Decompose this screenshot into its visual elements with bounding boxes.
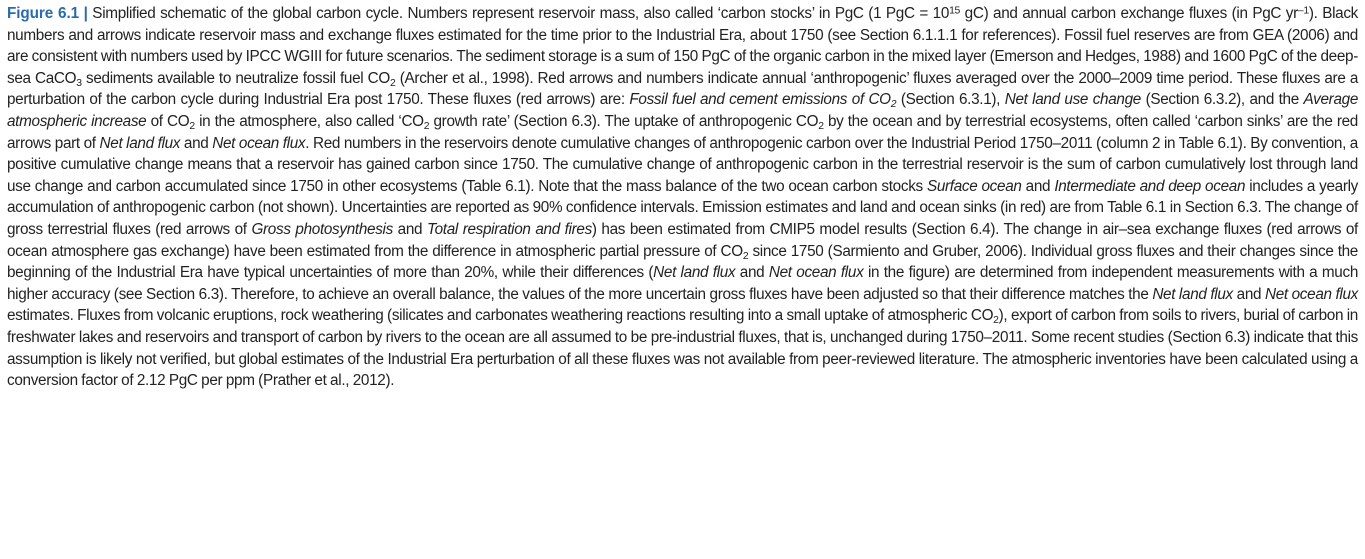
caption-subscript: 3 [76,77,82,89]
caption-subscript: 2 [993,315,999,327]
caption-emphasis-net-land-use-change: Net land use change [1004,91,1141,109]
caption-text: and [1021,177,1055,195]
caption-text: . Red numbers in the reservoirs denote cumulative changes of anthropogenic carbon over the Industrial Period 1750–2011 (column 2 in Table 6.1). By convention, a positive cumulative change means that a reservoir has gained carbon since 1750. The cumulative change of anthropogenic carbon in the terrestrial reservoir is the sum of carbon cumulatively lost through land use change and carbon accumulated since 1750 in other ecosystems (Table 6.1). Note that the mass balance of the two ocean carbon stocks [7,134,1358,195]
caption-emphasis-net-ocean-flux: Net ocean flux [768,264,864,282]
caption-emphasis-atmospheric-increase: Average atmospheric increase [7,91,1359,130]
caption-emphasis-deep-ocean: Intermediate and deep ocean [1054,177,1246,195]
caption-emphasis-net-land-flux: Net land flux [99,134,181,152]
caption-text: growth rate’ (Section 6.3). The uptake of anthropogenic CO [429,112,819,130]
caption-text: includes a yearly accumulation of anthropogenic carbon (not shown). Uncertainties are reported as 90% confidence intervals. Emission estimates and land and ocean sinks (in red) are from Table 6.1 in Section 6.3. The change of gross terrestrial fluxes (red arrows of [7,177,1359,238]
caption-emphasis-text: Fossil fuel and cement emissions of CO [629,91,891,109]
caption-text: gC) and annual carbon exchange fluxes (in PgC yr [959,5,1298,22]
caption-text: (Archer et al., 1998). Red arrows and numbers indicate annual ‘anthropogenic’ fluxes averaged over the 2000–2009 time period. These fluxes are a perturbation of the carbon cycle during Industrial Era post 1750. These fluxes (red arrows) are: [7,69,1359,109]
caption-text: and [392,220,427,238]
caption-subscript: 2 [890,99,897,111]
caption-emphasis-net-ocean-flux: Net ocean flux [1265,285,1358,303]
caption-emphasis-net-land-flux: Net land flux [1152,285,1233,303]
caption-text: sediments available to neutralize fossil fuel CO [81,69,390,87]
caption-subscript: 2 [423,120,430,132]
caption-text: in the figure) are determined from independent measurements with a much higher accuracy (see Section 6.3). Therefore, to achieve an overall balance, the values of the more uncertain gross fluxes have been adjusted so that their difference matches the [7,264,1359,303]
caption-text: since 1750 (Sarmiento and Gruber, 2006). Individual gross fluxes and their changes since the beginning of the Industrial Era have typical uncertainties of more than 20%, while their differences ( [7,242,1358,282]
caption-text: (Section 6.3.1), [896,91,1005,109]
caption-text: estimates. Fluxes from volcanic eruptions, rock weathering (silicates and carbonates weathering reactions resulting into a small uptake of atmospheric CO [7,307,994,325]
caption-emphasis-net-ocean-flux: Net ocean flux [212,134,306,152]
figure-label-separator: | [83,5,88,22]
caption-emphasis-respiration-and-fires: Total respiration and fires [426,220,592,238]
figure-caption [7,0,1358,392]
caption-text: ). Black numbers and arrows indicate reservoir mass and exchange fluxes estimated for the time prior to the Industrial Era, about 1750 (see Section 6.1.1.1 for references). Fossil fuel reserves are from GEA (2006) and are consistent with numbers used by IPCC WGIII for future scenarios. The sediment storage is a sum of 150 PgC of the organic carbon in the mixed layer (Emerson and Hedges, 1988) and 1600 PgC of the deep-sea CaCO [7,5,1359,87]
caption-text: Simplified schematic of the global carbon cycle. Numbers represent reservoir mass, also called ‘carbon stocks’ in PgC (1 PgC = 10 [87,5,950,22]
caption-superscript: 15 [949,5,960,17]
caption-subscript: 2 [189,120,195,132]
caption-emphasis-net-land-flux: Net land flux [653,264,736,282]
caption-text: (Section 6.3.2), and the [1140,91,1304,109]
caption-superscript: –1 [1297,5,1309,17]
caption-subscript: 2 [818,120,824,132]
figure-label: Figure 6.1 [7,5,79,22]
caption-text: and [180,134,213,152]
caption-subscript: 2 [390,77,396,89]
caption-text: by the ocean and by terrestrial ecosystems, often called ‘carbon sinks’ are the red arrows part of [7,112,1358,152]
caption-text: and [1232,285,1265,303]
caption-text: ), export of carbon from soils to rivers, burial of carbon in freshwater lakes and reservoirs and transport of carbon by rivers to the ocean are all assumed to be pre-industrial fluxes, that is, unchanged during 1750–2011. Some recent studies (Section 6.3) indicate that this assumption is likely not verified, but global estimates of the Industrial Era perturbation of all these fluxes was not available from peer-reviewed literature. The atmospheric inventories have been calculated using a conversion factor of 2.12 PgC per ppm (Prather et al., 2012). [7,307,1358,390]
caption-text: ) has been estimated from CMIP5 model results (Section 6.4). The change in air–sea exchange fluxes (red arrows of ocean atmosphere gas exchange) have been estimated from the difference in atmospheric partial pressure of CO [7,220,1358,260]
caption-text: and [735,264,769,282]
caption-subscript: 2 [742,250,749,262]
caption-emphasis-fossil-fuel-emissions [629,91,897,111]
caption-emphasis-surface-ocean: Surface ocean [926,177,1022,195]
caption-text: in the atmosphere, also called ‘CO [194,112,424,130]
caption-emphasis-gross-photosynthesis: Gross photosynthesis [251,220,393,238]
caption-text: of CO [146,112,190,130]
